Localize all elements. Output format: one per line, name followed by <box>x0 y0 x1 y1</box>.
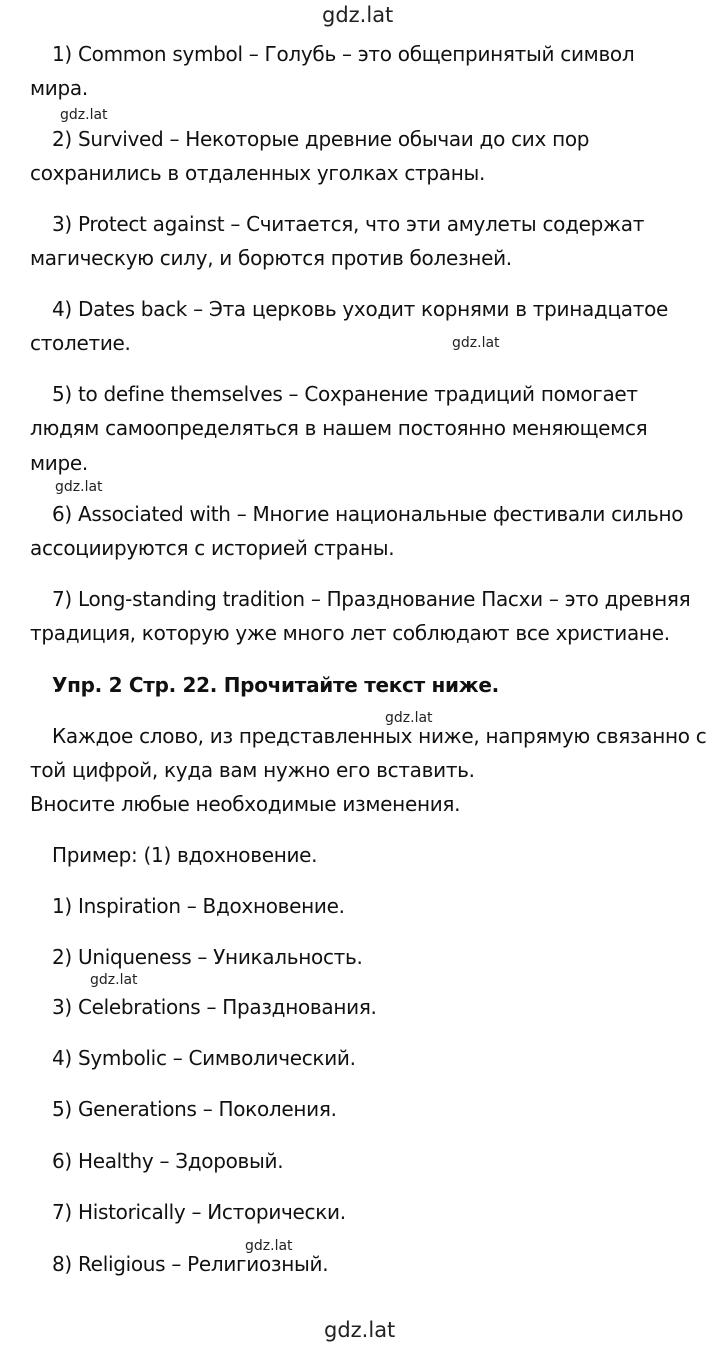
answer-4: 4) Symbolic – Символический. <box>52 1046 356 1070</box>
watermark: gdz.lat <box>452 335 500 351</box>
watermark: gdz.lat <box>55 479 103 495</box>
item-1-line-2: мира. <box>30 76 88 100</box>
item-3-line-1: 3) Protect against – Считается, что эти амулеты содержат <box>52 212 645 236</box>
watermark: gdz.lat <box>60 107 108 123</box>
answer-7: 7) Historically – Исторически. <box>52 1200 346 1224</box>
item-3-line-2: магическую силу, и борются против болезней. <box>30 246 512 270</box>
intro-line-2: той цифрой, куда вам нужно его вставить. <box>30 758 475 782</box>
item-4-line-1: 4) Dates back – Эта церковь уходит корнями в тринадцатое <box>52 297 669 321</box>
item-4-line-2: столетие. <box>30 331 131 355</box>
answer-6: 6) Healthy – Здоровый. <box>52 1149 284 1173</box>
item-2-line-2: сохранились в отдаленных уголках страны. <box>30 161 486 185</box>
item-2-line-1: 2) Survived – Некоторые древние обычаи до сих пор <box>52 127 590 151</box>
item-7-line-1: 7) Long-standing tradition – Празднование Пасхи – это древняя <box>52 587 691 611</box>
answer-8: 8) Religious – Религиозный. <box>52 1252 329 1276</box>
answer-3: 3) Celebrations – Празднования. <box>52 995 377 1019</box>
item-5-line-2: людям самоопределяться в нашем постоянно меняющемся <box>30 416 648 440</box>
item-6-line-2: ассоциируются с историей страны. <box>30 536 395 560</box>
item-5-line-1: 5) to define themselves – Сохранение традиций помогает <box>52 382 638 406</box>
answer-2: 2) Uniqueness – Уникальность. <box>52 945 363 969</box>
item-7-line-2: традиция, которую уже много лет соблюдают все христиане. <box>30 621 670 645</box>
answer-5: 5) Generations – Поколения. <box>52 1097 337 1121</box>
watermark-bottom: gdz.lat <box>324 1318 396 1342</box>
answer-1: 1) Inspiration – Вдохновение. <box>52 894 345 918</box>
item-1-line-1: 1) Common symbol – Голубь – это общепринятый символ <box>52 42 635 66</box>
watermark: gdz.lat <box>90 972 138 988</box>
item-6-line-1: 6) Associated with – Многие национальные фестивали сильно <box>52 502 684 526</box>
item-5-line-3: мире. <box>30 451 88 475</box>
watermark: gdz.lat <box>245 1238 293 1254</box>
intro-line-1: Каждое слово, из представленных ниже, напрямую связанно с <box>52 724 707 748</box>
example-line: Пример: (1) вдохновение. <box>52 843 318 867</box>
watermark: gdz.lat <box>385 710 433 726</box>
exercise-heading: Упр. 2 Стр. 22. Прочитайте текст ниже. <box>52 673 499 697</box>
watermark-top: gdz.lat <box>322 3 394 27</box>
intro-line-3: Вносите любые необходимые изменения. <box>30 792 461 816</box>
